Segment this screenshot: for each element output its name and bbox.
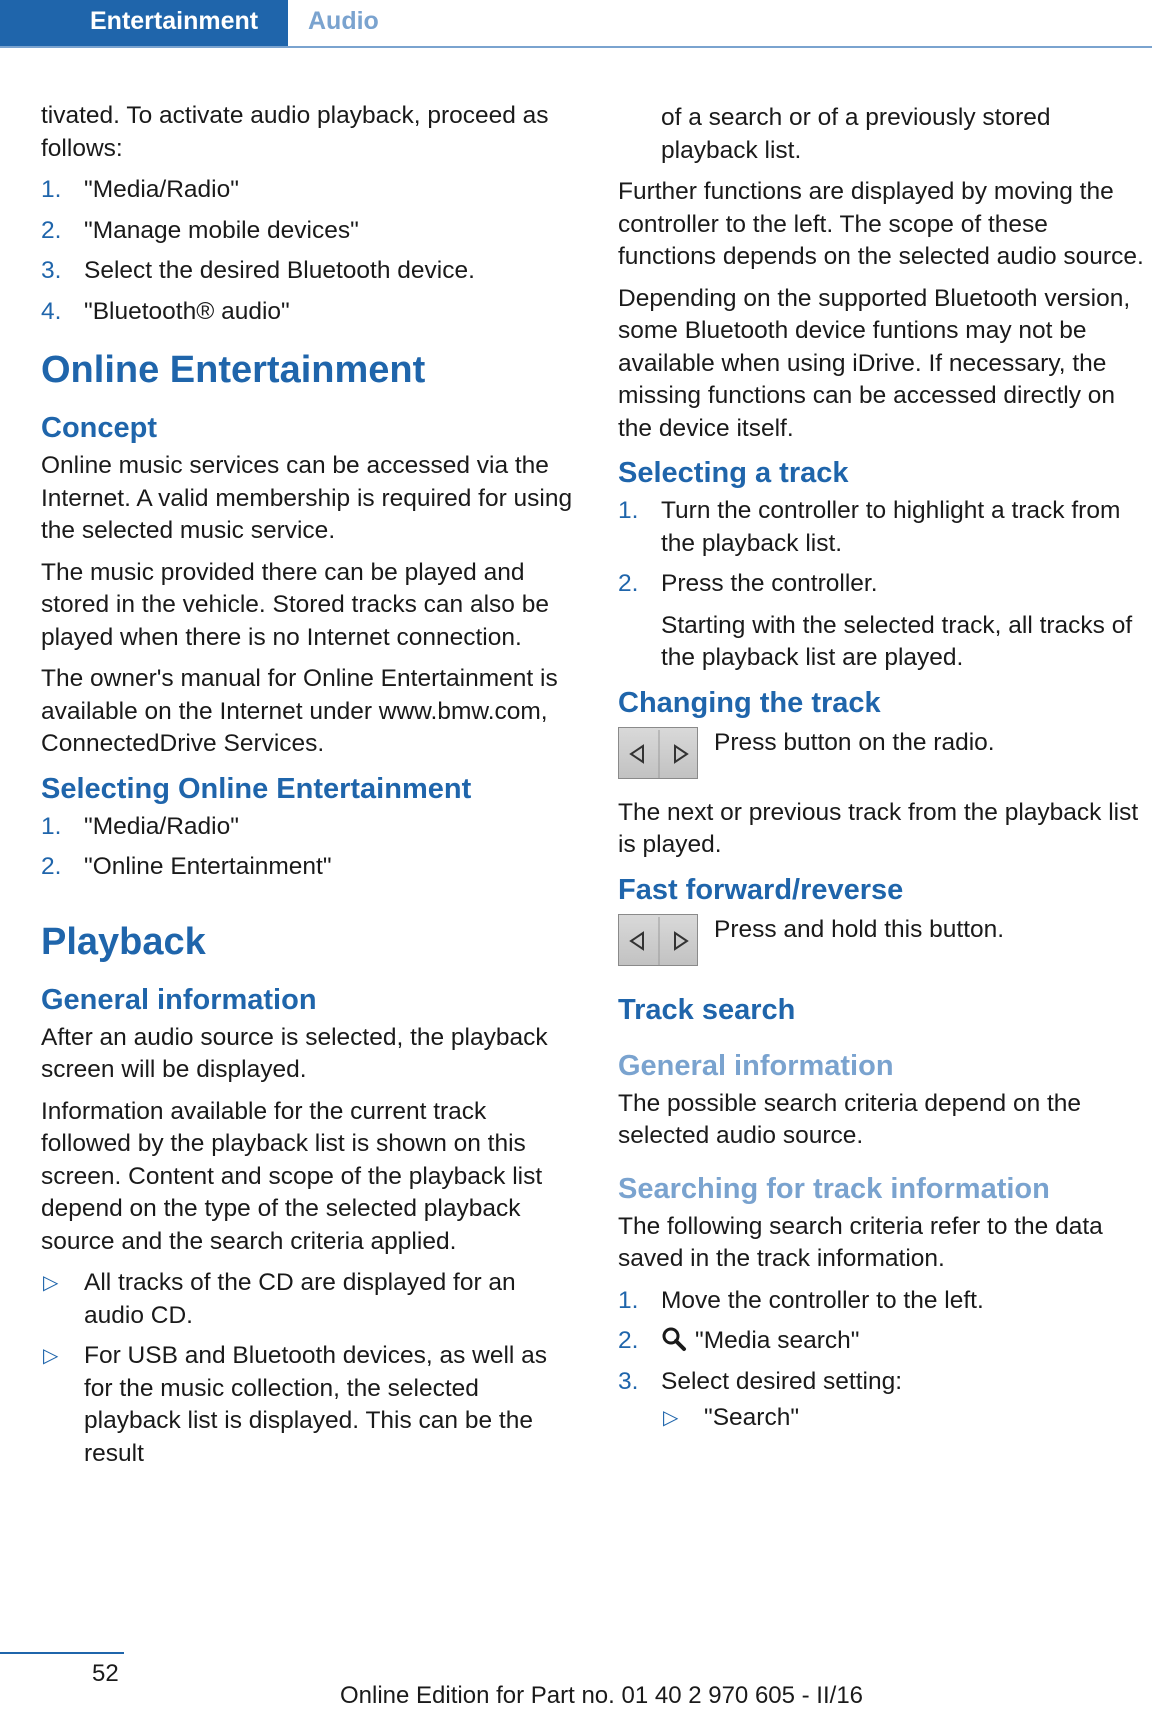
heading-playback: Playback [41, 920, 206, 963]
search-paragraph: The possible search criteria depend on the selected audio source. [618, 1089, 1082, 1149]
list-item: 1. Turn the controller to highlight a track from the playback list. [618, 497, 1121, 557]
playback-bullets [41, 1267, 573, 1470]
search-paragraph: The following search criteria refer to the data saved in the track information. [618, 1212, 1103, 1272]
list-item: 2. "Manage mobile devices" [41, 216, 359, 244]
changing-button-row [618, 727, 1152, 783]
heading-fast-forward: Fast forward/reverse [618, 873, 904, 906]
activation-steps [41, 174, 573, 328]
header-divider [0, 46, 1152, 48]
heading-selecting-track: Selecting a track [618, 457, 849, 489]
track-skip-button-icon [618, 727, 698, 779]
list-item: 2. "Online Entertainment" [41, 853, 332, 880]
list-item: ▷ "Search" [661, 1402, 1152, 1435]
page-number: 52 [92, 1660, 119, 1687]
bluetooth-paragraph: Depending on the supported Bluetooth version, some Bluetooth device funtions may not be available when using iDrive. If necessary, the missing functions can be accessed directly on the device itself. [618, 284, 1131, 442]
intro-text: tivated. To activate audio playback, proceed as follows: [41, 102, 549, 162]
heading-changing-track: Changing the track [618, 686, 881, 719]
general-paragraph: Information available for the current track followed by the playback list is shown on this screen. Content and scope of the playback list depend on the type of the selected playback source and the search criteria applied. [41, 1097, 543, 1255]
footer-divider [0, 1652, 124, 1654]
further-paragraph: Further functions are displayed by moving the controller to the left. The scope of these functions depends on the selected audio source. [618, 178, 1144, 270]
heading-concept: Concept [41, 412, 157, 444]
fast-forward-reverse-button-icon [618, 914, 698, 966]
track-steps [618, 495, 1152, 601]
page-header [0, 0, 1152, 48]
list-item: 4. "Bluetooth® audio" [41, 297, 290, 325]
left-column [41, 100, 573, 1479]
heading-searching-track-info: Searching for track information [618, 1172, 1050, 1205]
changing-paragraph: The next or previous track from the playback list is played. [618, 798, 1139, 858]
general-paragraph: After an audio source is selected, the playback screen will be displayed. [41, 1023, 548, 1083]
heading-general-info: General information [618, 1049, 894, 1082]
online-steps [41, 811, 573, 884]
list-item: 1. "Media/Radio" [41, 176, 239, 203]
concept-paragraph: Online music services can be accessed via the Internet. A valid membership is required for using the selected music service. [41, 452, 573, 544]
list-item: 1. Move the controller to the left. [618, 1286, 984, 1314]
list-item: ▷ For USB and Bluetooth devices, as well as for the music collection, the selected playback list is displayed. This can be the result [43, 1342, 548, 1467]
list-item: 2. "Media search" [618, 1327, 860, 1354]
fast-button-row [618, 914, 1152, 970]
track-note: Starting with the selected track, all tracks of the playback list are played. [661, 611, 1133, 671]
heading-online-entertainment: Online Entertainment [41, 349, 426, 391]
fast-caption: Press and hold this button. [714, 915, 1005, 943]
concept-paragraph: The owner's manual for Online Entertainment is available on the Internet under www.bmw.com, ConnectedDrive Services. [41, 665, 558, 757]
list-item: 3. Select desired setting: ▷ "Search" [618, 1366, 1152, 1435]
triangle-bullet-icon: ▷ [43, 1272, 59, 1294]
edition-text: Online Edition for Part no. 01 40 2 970 605 - II/16 [340, 1682, 864, 1709]
heading-general-information: General information [41, 983, 317, 1016]
heading-track-search: Track search [618, 993, 796, 1026]
triangle-bullet-icon: ▷ [663, 1407, 679, 1429]
concept-paragraph: The music provided there can be played and stored in the vehicle. Stored tracks can also be played when there is no Internet connection. [41, 558, 549, 651]
search-steps [618, 1285, 1152, 1435]
list-item: ▷ All tracks of the CD are displayed for an audio CD. [43, 1269, 516, 1329]
continued-text: of a search or of a previously stored playback list. [661, 104, 1051, 164]
list-item: 2. Press the controller. [618, 570, 878, 597]
section-tab: Entertainment [0, 0, 288, 46]
search-sub-bullets [661, 1402, 1152, 1435]
triangle-bullet-icon: ▷ [43, 1345, 59, 1367]
heading-selecting-online: Selecting Online Entertainment [41, 772, 472, 805]
list-item: 1. "Media/Radio" [41, 812, 239, 840]
list-item: 3. Select the desired Bluetooth device. [41, 257, 475, 284]
search-icon [661, 1326, 687, 1352]
subsection-tab: Audio [308, 7, 379, 35]
right-column [618, 102, 1152, 1444]
changing-caption: Press button on the radio. [714, 728, 995, 756]
